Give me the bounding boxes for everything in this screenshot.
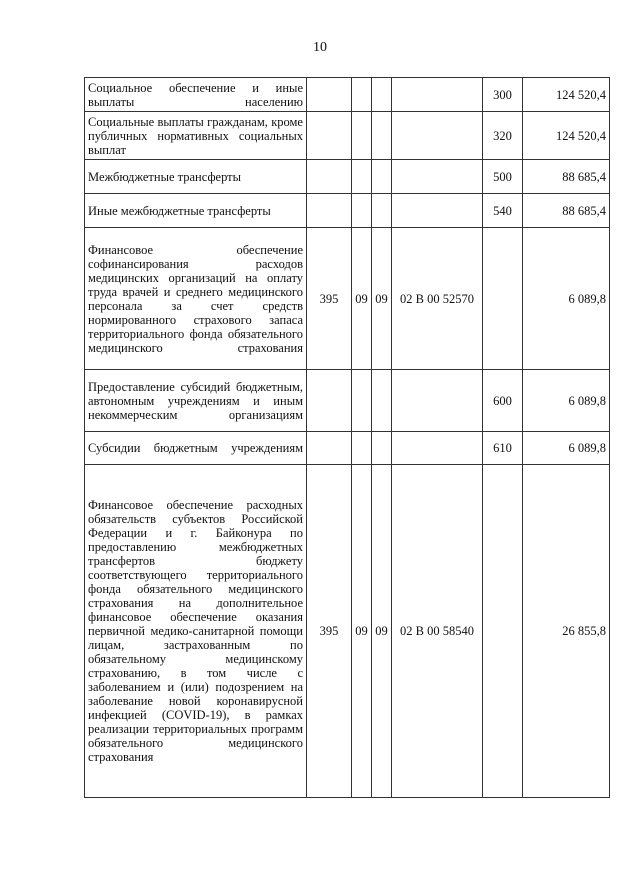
row-amount: 88 685,4 (523, 160, 610, 194)
row-name: Социальное обеспечение и иные выплаты населению (85, 78, 307, 112)
row-csr (392, 370, 483, 432)
row-name: Финансовое обеспечение софинансирования расходов медицинских организаций на оплату труда врачей и среднего медицинского персонала за счет средств нормированного страхового запаса территориального фонда обязательного медицинского страхования (85, 228, 307, 370)
row-rz (352, 160, 372, 194)
row-name: Субсидии бюджетным учреждениям (85, 432, 307, 465)
row-vr: 610 (483, 432, 523, 465)
row-amount: 124 520,4 (523, 78, 610, 112)
row-name: Межбюджетные трансферты (85, 160, 307, 194)
row-grbs (307, 370, 352, 432)
page-number: 10 (313, 40, 327, 55)
table-row (85, 112, 610, 160)
row-pr (372, 112, 392, 160)
row-vr: 320 (483, 112, 523, 160)
row-vr (483, 465, 523, 798)
row-amount: 26 855,8 (523, 465, 610, 798)
row-grbs (307, 432, 352, 465)
row-name: Финансовое обеспечение расходных обязательств субъектов Российской Федерации и г. Байконура по предоставлению межбюджетных трансфертов бюджету соответствующего территориального фонда обязательного медицинского страхования на дополнительное финансовое обеспечение оказания первичной медико-санитарной помощи лицам, застрахованным по обязательному медицинскому страхованию, в том числе с заболеванием и (или) подозрением на заболевание новой коронавирусной инфекцией (COVID-19), в рамках реализации территориальных программ обязательного медицинского страхования (85, 465, 307, 798)
row-vr: 600 (483, 370, 523, 432)
row-csr: 02 В 00 58540 (392, 465, 483, 798)
row-grbs: 395 (307, 228, 352, 370)
row-grbs (307, 160, 352, 194)
row-name: Социальные выплаты гражданам, кроме публичных нормативных социальных выплат (85, 112, 307, 160)
row-amount: 6 089,8 (523, 228, 610, 370)
row-name: Предоставление субсидий бюджетным, автономным учреждениям и иным некоммерческим организациям (85, 370, 307, 432)
budget-table (84, 77, 610, 798)
row-grbs (307, 112, 352, 160)
row-name: Иные межбюджетные трансферты (85, 194, 307, 228)
row-amount: 124 520,4 (523, 112, 610, 160)
table-row (85, 432, 610, 465)
row-amount: 6 089,8 (523, 432, 610, 465)
row-grbs: 395 (307, 465, 352, 798)
row-rz (352, 432, 372, 465)
row-pr (372, 160, 392, 194)
row-vr: 500 (483, 160, 523, 194)
row-amount: 6 089,8 (523, 370, 610, 432)
row-vr: 300 (483, 78, 523, 112)
row-rz (352, 370, 372, 432)
row-pr (372, 370, 392, 432)
row-grbs (307, 78, 352, 112)
table-row (85, 194, 610, 228)
table-row (85, 160, 610, 194)
row-csr (392, 160, 483, 194)
row-rz: 09 (352, 228, 372, 370)
row-csr: 02 В 00 52570 (392, 228, 483, 370)
row-pr (372, 432, 392, 465)
row-pr (372, 194, 392, 228)
row-pr: 09 (372, 465, 392, 798)
row-pr: 09 (372, 228, 392, 370)
row-vr (483, 228, 523, 370)
row-csr (392, 194, 483, 228)
row-grbs (307, 194, 352, 228)
row-rz: 09 (352, 465, 372, 798)
row-amount: 88 685,4 (523, 194, 610, 228)
row-csr (392, 432, 483, 465)
table-row (85, 465, 610, 798)
table-row (85, 370, 610, 432)
row-rz (352, 78, 372, 112)
table-row (85, 78, 610, 112)
row-rz (352, 194, 372, 228)
row-csr (392, 112, 483, 160)
row-rz (352, 112, 372, 160)
row-csr (392, 78, 483, 112)
table-row (85, 228, 610, 370)
row-vr: 540 (483, 194, 523, 228)
row-pr (372, 78, 392, 112)
